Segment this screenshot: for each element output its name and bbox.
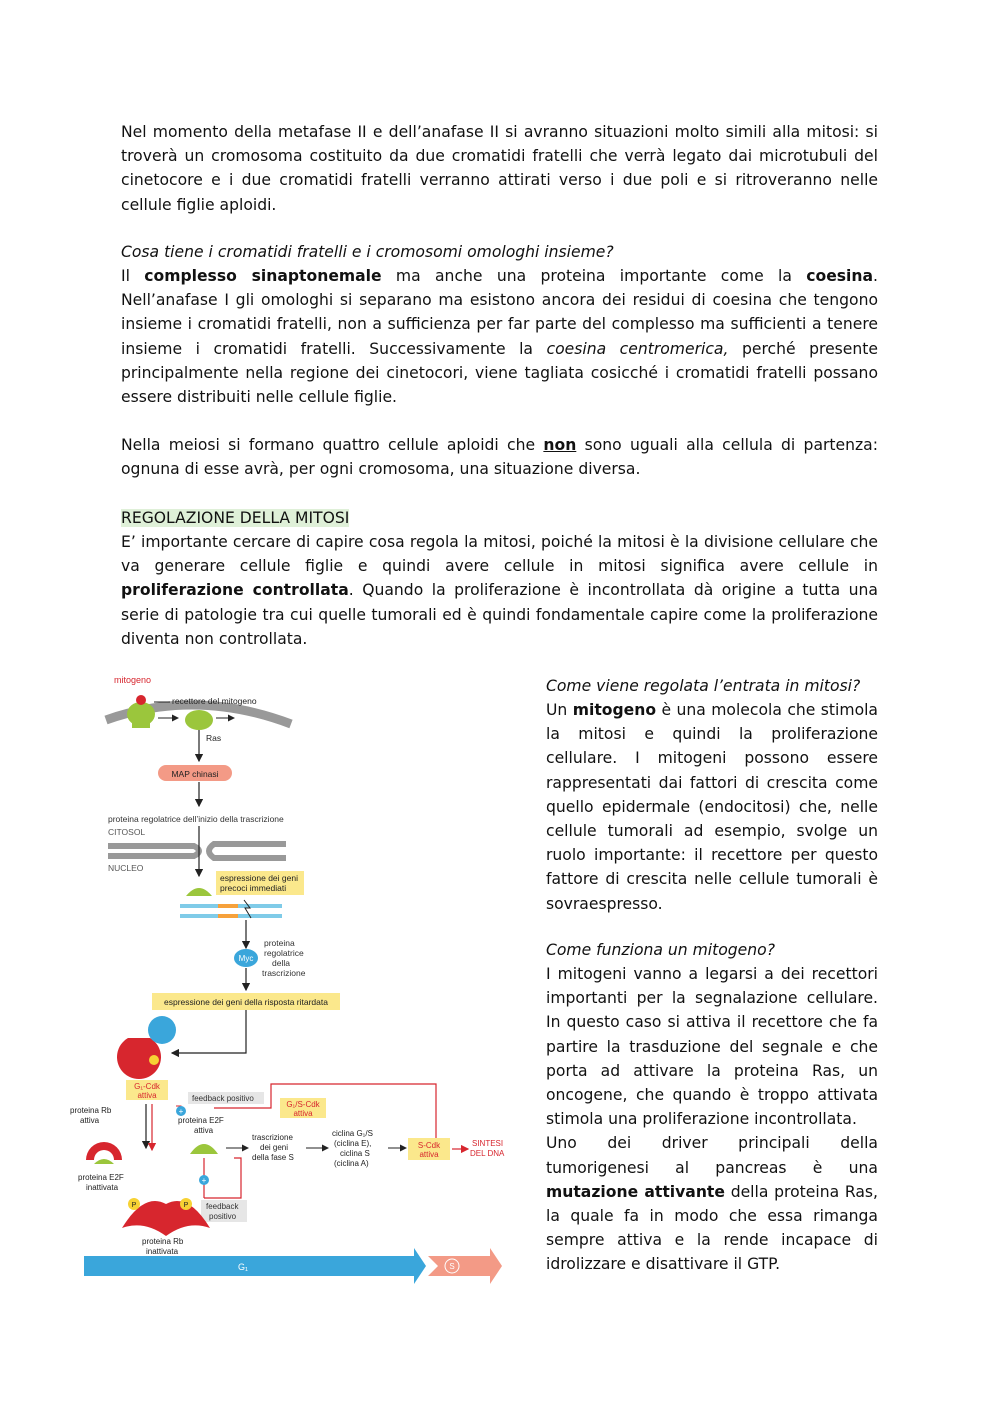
label-mitogen: mitogeno	[114, 675, 152, 685]
svg-text:proteina Rb: proteina Rb	[70, 1106, 112, 1115]
svg-text:G₁-Cdk: G₁-Cdk	[134, 1082, 160, 1091]
svg-text:della: della	[272, 958, 290, 968]
s-phase-arrow	[428, 1248, 502, 1284]
regulator-protein-shape	[186, 888, 212, 896]
term-controlled-proliferation: proliferazione controllata	[121, 581, 349, 600]
question-entry-mitosis: Come viene regolata l’entrata in mitosi?	[546, 677, 861, 695]
term-mitogen: mitogeno	[572, 701, 657, 719]
svg-text:S-Cdk: S-Cdk	[417, 1141, 441, 1150]
question-mitogen-function: Come funziona un mitogeno?	[546, 941, 775, 959]
svg-text:inattivata: inattivata	[146, 1247, 179, 1256]
svg-text:ciclina S: ciclina S	[340, 1149, 370, 1158]
svg-text:S: S	[449, 1262, 455, 1271]
svg-text:proteina E2F: proteina E2F	[78, 1173, 124, 1182]
term-synaptonemal-complex: complesso sinaptonemale	[144, 267, 382, 285]
svg-text:P: P	[183, 1202, 189, 1209]
feedback-loop-bottom	[201, 1158, 241, 1198]
nuclear-envelope-right	[209, 844, 286, 858]
svg-text:della fase S: della fase S	[252, 1153, 294, 1162]
svg-text:G₁/S-Cdk: G₁/S-Cdk	[286, 1100, 320, 1109]
svg-text:P: P	[131, 1202, 137, 1209]
paragraph-cohesin: Il complesso sinaptonemale ma anche una proteina importante come la coesina. Nell’anafase I gli omologhi si separano ma esistono ancora dei residui di coesina che tengono insieme i cromatidi fratelli, non a sufficienza per far parte del complesso ma sufficienti a tenere insieme i cromatidi fratelli. Successivamente la coesina centromerica, perché presente principalmente nella regione dei cinetocori, viene tagliata cosicché i cromatidi fratelli possano essere distribuiti nelle cellule figlie.	[121, 267, 878, 407]
paragraph-metaphase: Nel momento della metafase II e dell’anafase II si avranno situazioni molto simili alla mitosi: si troverà un cromosoma costituito da due cromatidi fratelli che verrà legato dai microtubuli del cinetocore e i due cromatidi fratelli verranno attirati verso i due poli e si ritroveranno nelle cellule figlie aploidi.	[121, 123, 878, 214]
svg-text:attiva: attiva	[293, 1109, 313, 1118]
nuclear-envelope-left	[108, 846, 199, 856]
svg-text:espressione dei geni: espressione dei geni	[220, 873, 298, 883]
svg-text:positivo: positivo	[209, 1212, 237, 1221]
paragraph-regulation: E’ importante cercare di capire cosa regola la mitosi, poiché la mitosi è la divisione cellulare che va generare cellule figlie e quindi avere cellule in mitosi significa avere cellule in proliferazione controllata. Quando la proliferazione è incontrollata dà origine a tutta una serie di patologie tra cui quelle tumorali ed è quindi fondamentale capire come la proliferazione diventa non controllata.	[121, 533, 878, 648]
svg-text:attiva: attiva	[137, 1091, 157, 1100]
label-cytosol: CITOSOL	[108, 827, 146, 837]
paragraph-mitogen: Un mitogeno è una molecola che stimola la mitosi e quindi la proliferazione cellulare. I mitogeni possono essere rappresentati dai fattori di crescita come quello epidermale (endocitosi) che, nelle cellule tumorali ad esempio, svolge un ruolo importante: il recettore per questo fattore di crescita nelle cellule tumorali è sovraespresso.	[546, 701, 878, 913]
cyclin-shape	[148, 1016, 176, 1044]
label-map-kinase: MAP chinasi	[171, 769, 219, 779]
svg-text:ciclina G₁/S: ciclina G₁/S	[332, 1129, 373, 1138]
svg-text:+: +	[201, 1176, 207, 1185]
label-dna-synthesis: SINTESI	[472, 1139, 504, 1148]
ras-shape	[185, 710, 213, 730]
svg-text:proteina: proteina	[264, 938, 295, 948]
e2f-active-shape	[190, 1144, 218, 1154]
svg-text:attiva: attiva	[419, 1150, 439, 1159]
term-centromeric-cohesin: coesina centromerica,	[546, 339, 729, 358]
svg-text:inattivata: inattivata	[86, 1183, 119, 1192]
svg-text:+: +	[178, 1107, 184, 1116]
svg-text:DEL DNA: DEL DNA	[470, 1149, 505, 1158]
svg-text:trascrizione: trascrizione	[262, 968, 306, 978]
mitogen-signaling-figure	[66, 668, 516, 1292]
term-activating-mutation: mutazione attivante	[546, 1182, 725, 1201]
svg-text:attiva: attiva	[80, 1116, 100, 1125]
label-myc: Myc	[238, 954, 254, 963]
question-cohesion: Cosa tiene i cromatidi fratelli e i cromosomi omologhi insieme?	[121, 243, 614, 261]
term-cohesin: coesina	[806, 267, 874, 285]
svg-text:proteina Rb: proteina Rb	[142, 1237, 184, 1246]
svg-text:dei geni: dei geni	[260, 1143, 289, 1152]
label-receptor: recettore del mitogeno	[172, 696, 257, 706]
svg-text:attiva: attiva	[194, 1126, 214, 1135]
svg-text:regolatrice: regolatrice	[264, 948, 304, 958]
section-heading: REGOLAZIONE DELLA MITOSI	[121, 509, 350, 527]
svg-text:proteina E2F: proteina E2F	[178, 1116, 224, 1125]
svg-text:(ciclina A): (ciclina A)	[334, 1159, 369, 1168]
svg-text:feedback: feedback	[206, 1202, 239, 1211]
paragraph-mitogen-function: I mitogeni vanno a legarsi a dei recettori importanti per la segnalazione cellulare. In questo caso si attiva il recettore che fa partire la trasduzione del segnale e che porta ad attivare la proteina Ras, un oncogene, che quando è troppo attivata stimola una proliferazione incontrollata. Uno dei driver principali della tumorigenesi al pancreas è una mutazione attivante della proteina Ras, la quale fa in modo che essa rimanga sempre attiva e la rende incapace di idrolizzare e disattivare il GTP.	[546, 965, 878, 1274]
svg-text:feedback positivo: feedback positivo	[192, 1094, 254, 1103]
mitogen-dot	[136, 695, 146, 705]
g1-phase-arrow	[84, 1248, 426, 1284]
svg-text:G₁: G₁	[238, 1262, 249, 1272]
paragraph-meiosis: Nella meiosi si formano quattro cellule aploidi che non sono uguali alla cellula di partenza: ognuna di esse avrà, per ogni cromosoma, una situazione diversa.	[121, 436, 878, 479]
rb-active-shape	[86, 1142, 122, 1160]
label-ras: Ras	[206, 733, 222, 743]
svg-text:espressione dei geni della ris: espressione dei geni della risposta ritardata	[164, 997, 328, 1007]
svg-text:trascrizione: trascrizione	[252, 1133, 293, 1142]
svg-text:(ciclina E),: (ciclina E),	[334, 1139, 372, 1148]
label-regulator: proteina regolatrice dell’inizio della trascrizione	[108, 814, 284, 824]
label-nucleus: NUCLEO	[108, 863, 144, 873]
svg-text:precoci immediati: precoci immediati	[220, 883, 287, 893]
term-non: non	[543, 436, 577, 454]
